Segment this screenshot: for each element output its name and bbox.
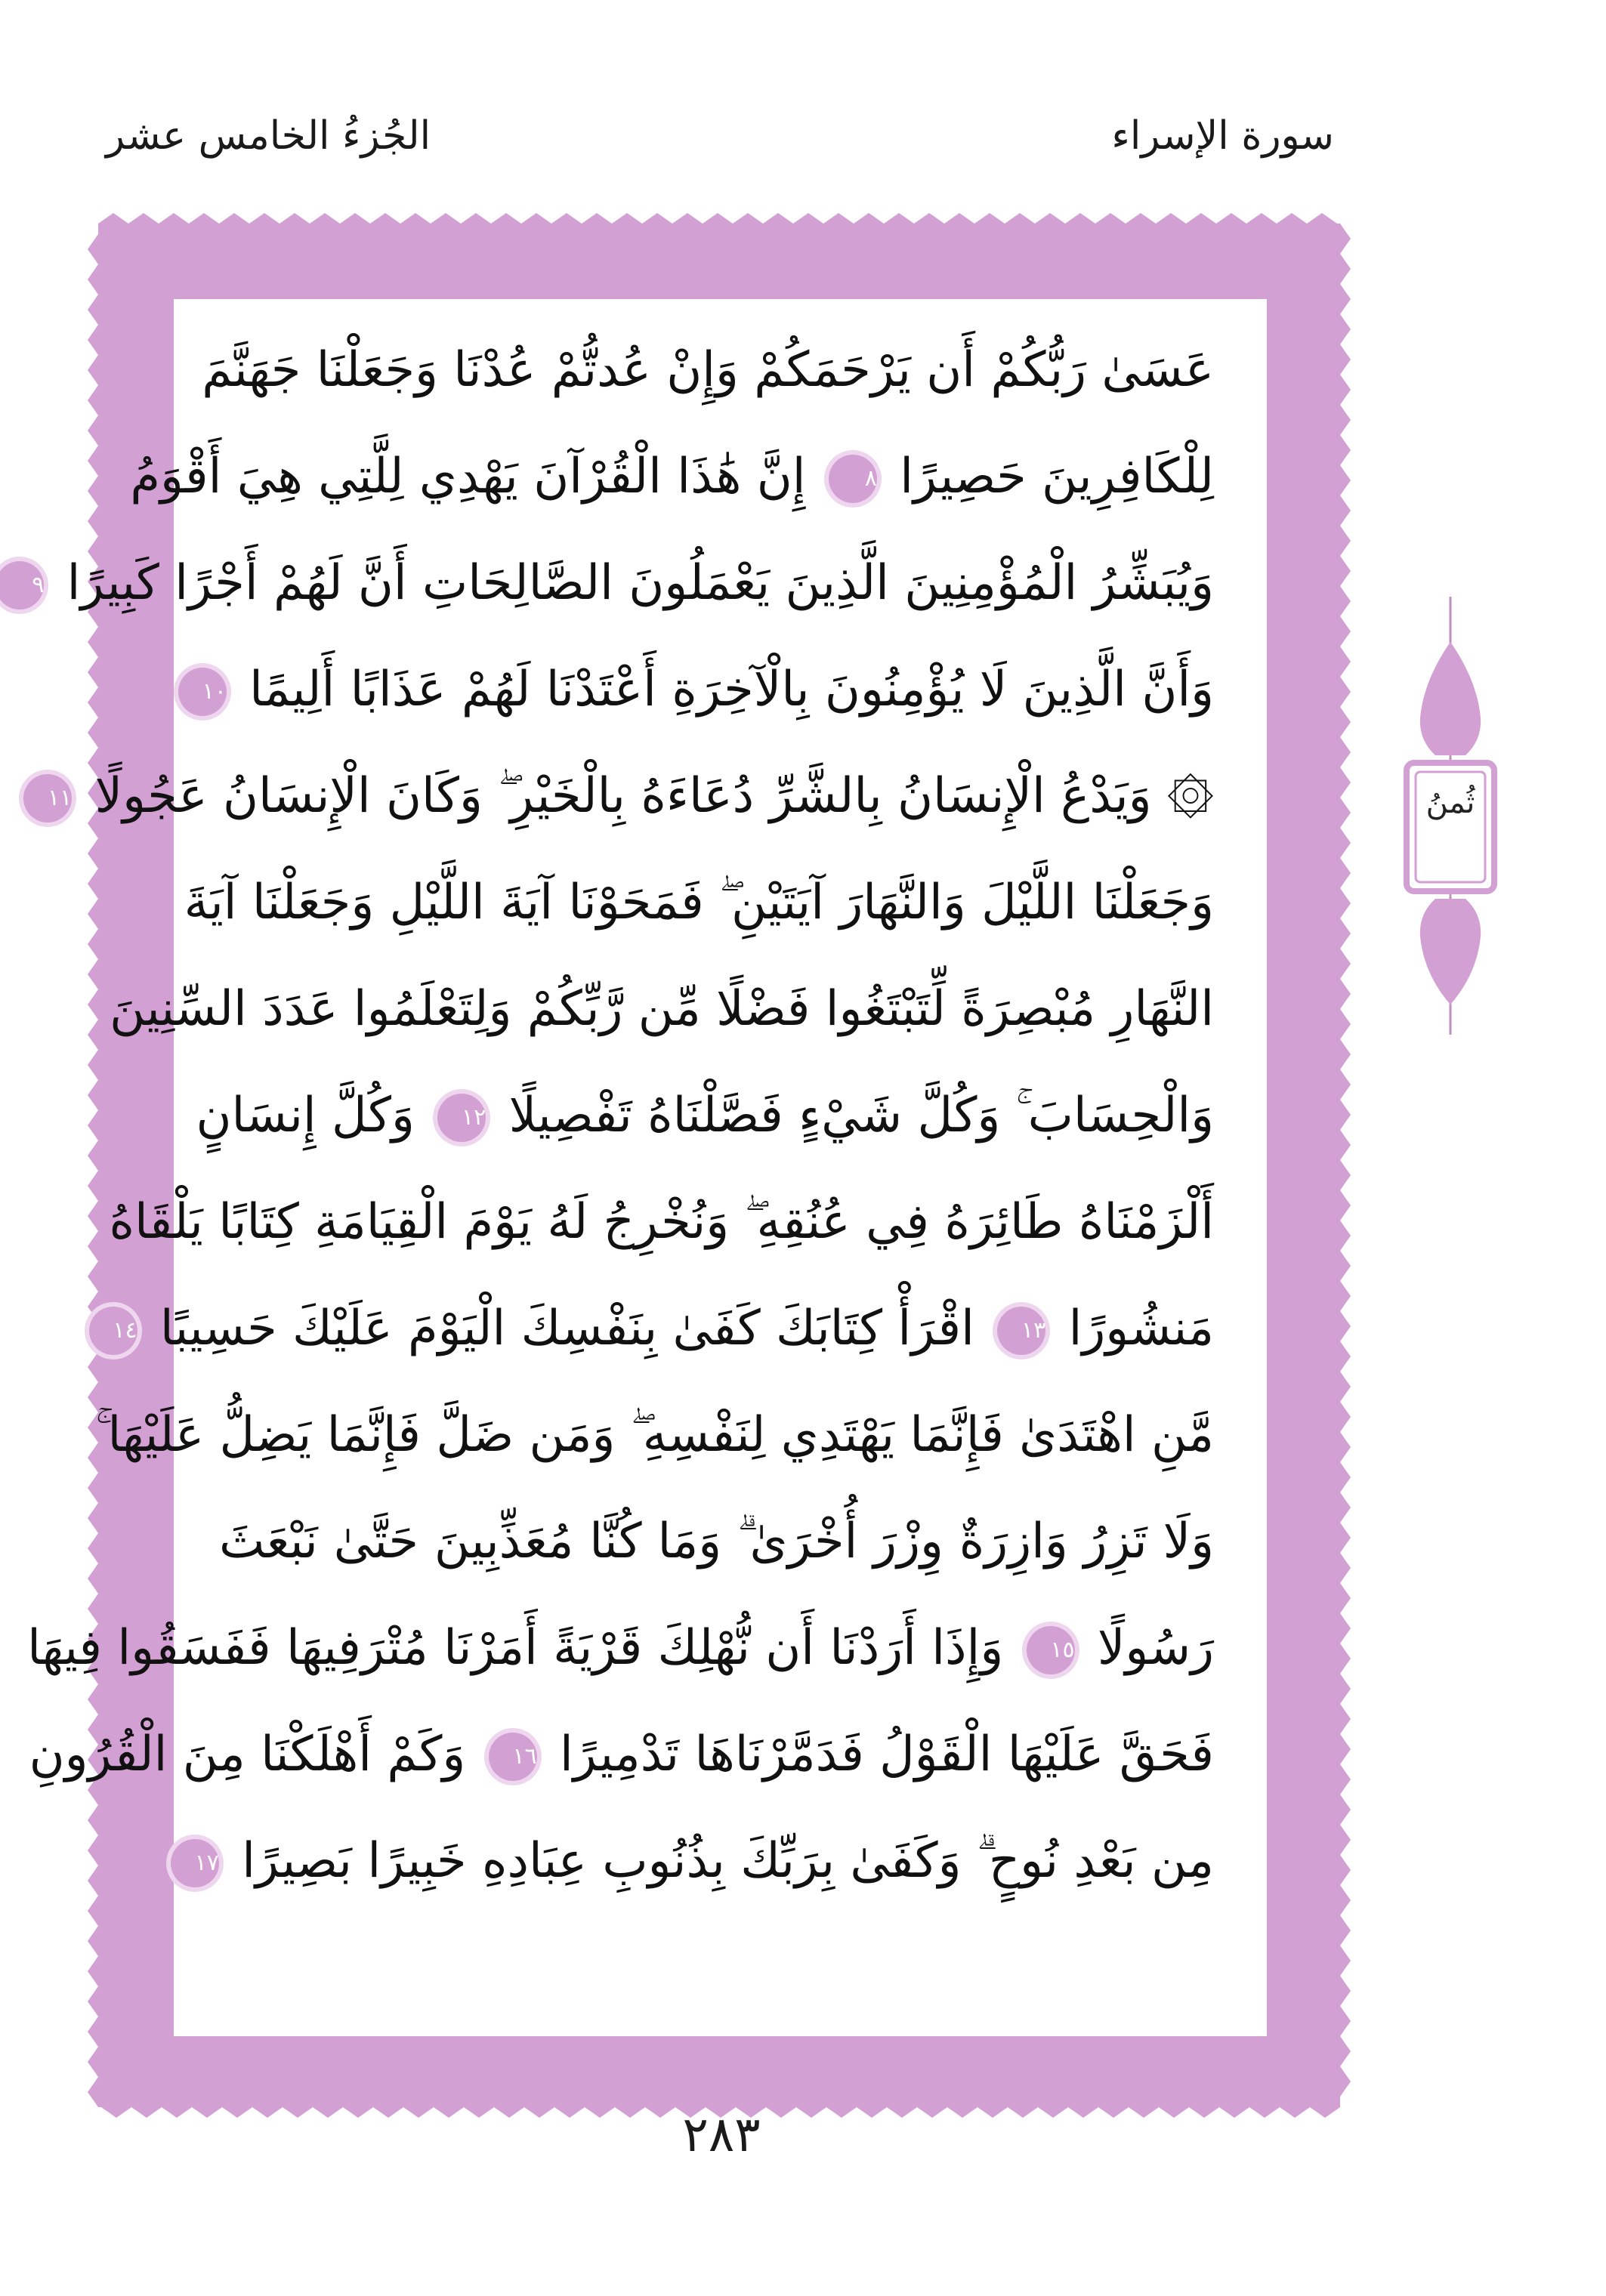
- ayah-number-marker: ١١: [23, 774, 72, 822]
- verse-line: [196, 1063, 1214, 1169]
- verse-line: [27, 1595, 1214, 1702]
- ayah-number-marker: ١٤: [89, 1307, 137, 1355]
- verse-text: مَّنِ اهْتَدَىٰ فَإِنَّمَا يَهْتَدِي لِنَفْسِهِ ۖ وَمَن ضَلَّ فَإِنَّمَا يَضِلُّ عَلَيْهَا ۚ: [95, 1407, 1214, 1463]
- verse-text: وَكُلَّ إِنسَانٍ: [196, 1088, 431, 1143]
- juz-title: الجُزءُ الخامس عشر: [106, 113, 431, 159]
- verse-line: [184, 850, 1214, 956]
- ayah-number-marker: ٨: [829, 455, 877, 503]
- verse-line: [130, 424, 1214, 530]
- verse-line: [219, 1489, 1214, 1595]
- verse-line: [194, 1808, 1214, 1915]
- verse-text: وَيُبَشِّرُ الْمُؤْمِنِينَ الَّذِينَ يَعْمَلُونَ الصَّالِحَاتِ أَنَّ لَهُمْ أَجْرًا كَبِيرًا: [51, 555, 1214, 611]
- ayah-number-marker: ١٢: [437, 1094, 486, 1142]
- verse-line: [29, 1702, 1214, 1808]
- verse-text: عَسَىٰ رَبُّكُمْ أَن يَرْحَمَكُمْ وَإِنْ عُدتُّمْ عُدْنَا وَجَعَلْنَا جَهَنَّمَ: [202, 342, 1214, 398]
- ayah-number-marker: ١٧: [171, 1839, 219, 1887]
- verse-line: [95, 1382, 1214, 1489]
- ayah-number-marker: ٩: [0, 561, 44, 609]
- ayah-number-marker: ١٥: [1027, 1626, 1075, 1674]
- verse-text: ۞ وَيَدْعُ الْإِنسَانُ بِالشَّرِّ دُعَاءَهُ بِالْخَيْرِ ۖ وَكَانَ الْإِنسَانُ عَجُولًا: [79, 768, 1214, 824]
- verse-panel: [27, 299, 1267, 2036]
- verse-text: وَجَعَلْنَا اللَّيْلَ وَالنَّهَارَ آيَتَيْنِ ۖ فَمَحَوْنَا آيَةَ اللَّيْلِ وَجَعَلْنَا آيَةَ: [184, 875, 1214, 930]
- verse-line: [32, 530, 1214, 637]
- verse-line: [109, 1169, 1214, 1276]
- verse-text: رَسُولًا: [1082, 1620, 1214, 1676]
- verse-text: لِلْكَافِرِينَ حَصِيرًا: [884, 449, 1214, 505]
- page-number: ٢٨٣: [682, 2107, 761, 2163]
- verse-text: وَلَا تَزِرُ وَازِرَةٌ وِزْرَ أُخْرَىٰ ۗ وَمَا كُنَّا مُعَذِّبِينَ حَتَّىٰ نَبْعَثَ: [219, 1514, 1214, 1569]
- verse-text: وَأَنَّ الَّذِينَ لَا يُؤْمِنُونَ بِالْآخِرَةِ أَعْتَدْنَا لَهُمْ عَذَابًا أَلِيمًا: [233, 662, 1214, 718]
- ayah-number-marker: ١٠: [178, 668, 227, 716]
- ayah-number-marker: ١٣: [997, 1307, 1045, 1355]
- verse-line: [113, 1276, 1214, 1382]
- verse-line: [110, 956, 1214, 1063]
- verse-text: مَنشُورًا: [1053, 1301, 1214, 1356]
- verse-text: أَلْزَمْنَاهُ طَائِرَهُ فِي عُنُقِهِ ۖ وَنُخْرِجُ لَهُ يَوْمَ الْقِيَامَةِ كِتَابًا يَلْقَاهُ: [109, 1194, 1214, 1250]
- verse-line: [202, 637, 1214, 743]
- verse-text: فَحَقَّ عَلَيْهَا الْقَوْلُ فَدَمَّرْنَاهَا تَدْمِيرًا: [544, 1727, 1214, 1782]
- verse-text: مِن بَعْدِ نُوحٍ ۗ وَكَفَىٰ بِرَبِّكَ بِذُنُوبِ عِبَادِهِ خَبِيرًا بَصِيرًا: [226, 1833, 1214, 1889]
- verse-text: وَالْحِسَابَ ۚ وَكُلَّ شَيْءٍ فَصَّلْنَاهُ تَفْصِيلًا: [493, 1088, 1214, 1143]
- surah-title: سورة الإسراء: [1111, 113, 1334, 159]
- verse-line: [202, 317, 1214, 424]
- verse-line: [47, 743, 1214, 850]
- verse-text: وَإِذَا أَرَدْنَا أَن نُّهْلِكَ قَرْيَةً أَمَرْنَا مُتْرَفِيهَا فَفَسَقُوا فِيهَا: [27, 1620, 1019, 1676]
- verse-text: النَّهَارِ مُبْصِرَةً لِّتَبْتَغُوا فَضْلًا مِّن رَّبِّكُمْ وَلِتَعْلَمُوا عَدَدَ السِّنِينَ: [110, 981, 1214, 1037]
- thumn-label: ثُمنُ: [1425, 785, 1475, 820]
- verse-text: وَكَمْ أَهْلَكْنَا مِنَ الْقُرُونِ: [29, 1727, 481, 1782]
- verse-text: اقْرَأْ كِتَابَكَ كَفَىٰ بِنَفْسِكَ الْيَوْمَ عَلَيْكَ حَسِيبًا: [144, 1301, 990, 1356]
- verse-text: إِنَّ هَٰذَا الْقُرْآنَ يَهْدِي لِلَّتِي هِيَ أَقْوَمُ: [130, 449, 821, 505]
- ayah-number-marker: ١٦: [489, 1733, 537, 1781]
